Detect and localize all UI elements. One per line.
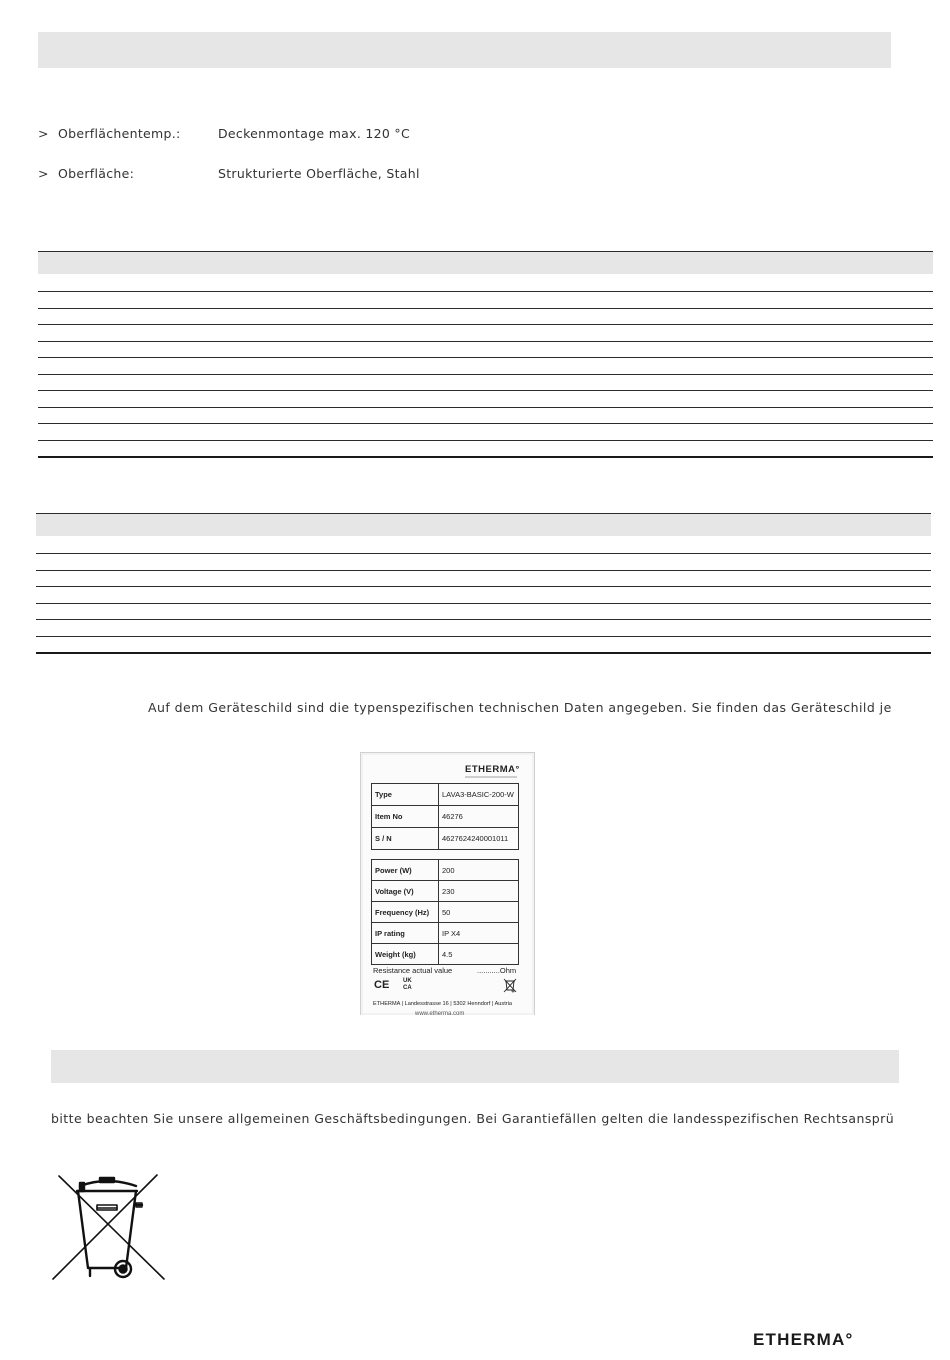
table-rule <box>36 586 931 587</box>
ce-mark: CE <box>374 979 390 991</box>
table-rule <box>38 308 933 309</box>
section-heading-bar <box>38 32 891 68</box>
plate-brand: ETHERMA° <box>465 764 520 775</box>
plate-value: IP X4 <box>439 923 519 944</box>
table-rule <box>38 390 933 391</box>
table-rule <box>36 636 931 637</box>
table-row <box>372 902 519 923</box>
table-rule <box>38 357 933 358</box>
plate-key: IP rating <box>372 923 439 944</box>
plate-key: Type <box>372 784 439 806</box>
table-row <box>372 860 519 881</box>
plate-address: ETHERMA | Landesstrasse 16 | 5302 Henndorf | Austria <box>373 1001 512 1007</box>
plate-value: 230 <box>439 881 519 902</box>
table-rule <box>36 603 931 604</box>
table-rule <box>36 553 931 554</box>
table-bottom-rule <box>36 652 931 654</box>
plate-resistance-label: Resistance actual value <box>373 966 453 975</box>
table-row <box>372 944 519 965</box>
plate-key: Frequency (Hz) <box>372 902 439 923</box>
warranty-paragraph: bitte beachten Sie unsere allgemeinen Geschäftsbedingungen. Bei Garantiefällen gelten die landesspezifischen Rechtsansprü <box>51 1111 895 1126</box>
table-rule <box>38 341 933 342</box>
plate-key: Voltage (V) <box>372 881 439 902</box>
table-header-row <box>38 252 933 274</box>
table-header-row <box>36 514 931 536</box>
plate-value: 46276 <box>439 806 519 828</box>
spec-value: Strukturierte Oberfläche, Stahl <box>218 166 420 181</box>
plate-value: 4627624240001011 <box>439 828 519 850</box>
plate-key: Weight (kg) <box>372 944 439 965</box>
table-rule <box>36 570 931 571</box>
spec-value: Deckenmontage max. 120 °C <box>218 126 410 141</box>
plate-value: 200 <box>439 860 519 881</box>
spec-key: Oberflächentemp.: <box>58 126 181 141</box>
crossed-out-wheelie-bin-icon <box>50 1172 168 1284</box>
ukca-mark: UK CA <box>403 978 412 991</box>
spec-row-surface <box>38 164 538 184</box>
table-rule <box>38 291 933 292</box>
plate-key: S / N <box>372 828 439 850</box>
plate-value: 4.5 <box>439 944 519 965</box>
plate-ident-table <box>371 783 519 850</box>
table-rule <box>38 423 933 424</box>
plate-spec-table <box>371 859 519 965</box>
etherma-logo: ETHERMA° <box>753 1330 854 1349</box>
plate-value: LAVA3-BASIC-200-W <box>439 784 519 806</box>
small-wheelie-bin-icon <box>503 978 517 993</box>
rating-plate <box>360 752 535 1015</box>
table-rule <box>38 407 933 408</box>
plate-website: www.etherma.com <box>415 1011 465 1015</box>
bullet: > <box>38 166 49 181</box>
plate-brand-tagline <box>465 776 517 778</box>
table-rule <box>38 440 933 441</box>
spec-row-surface-temp <box>38 124 538 144</box>
warranty-heading-bar <box>51 1050 899 1083</box>
rating-plate-paragraph: Auf dem Geräteschild sind die typenspezifischen technischen Daten angegeben. Sie finden das Geräteschild je <box>148 700 892 715</box>
plate-key: Power (W) <box>372 860 439 881</box>
table-rule <box>38 324 933 325</box>
plate-resistance-value: ...........Ohm <box>477 966 517 975</box>
table-row <box>372 828 519 850</box>
plate-value: 50 <box>439 902 519 923</box>
table-bottom-rule <box>38 456 933 458</box>
table-rule <box>38 374 933 375</box>
table-row <box>372 923 519 944</box>
table-row <box>372 784 519 806</box>
table-row <box>372 881 519 902</box>
table-row <box>372 806 519 828</box>
spec-key: Oberfläche: <box>58 166 135 181</box>
table-rule <box>36 619 931 620</box>
plate-key: Item No <box>372 806 439 828</box>
bullet: > <box>38 126 49 141</box>
